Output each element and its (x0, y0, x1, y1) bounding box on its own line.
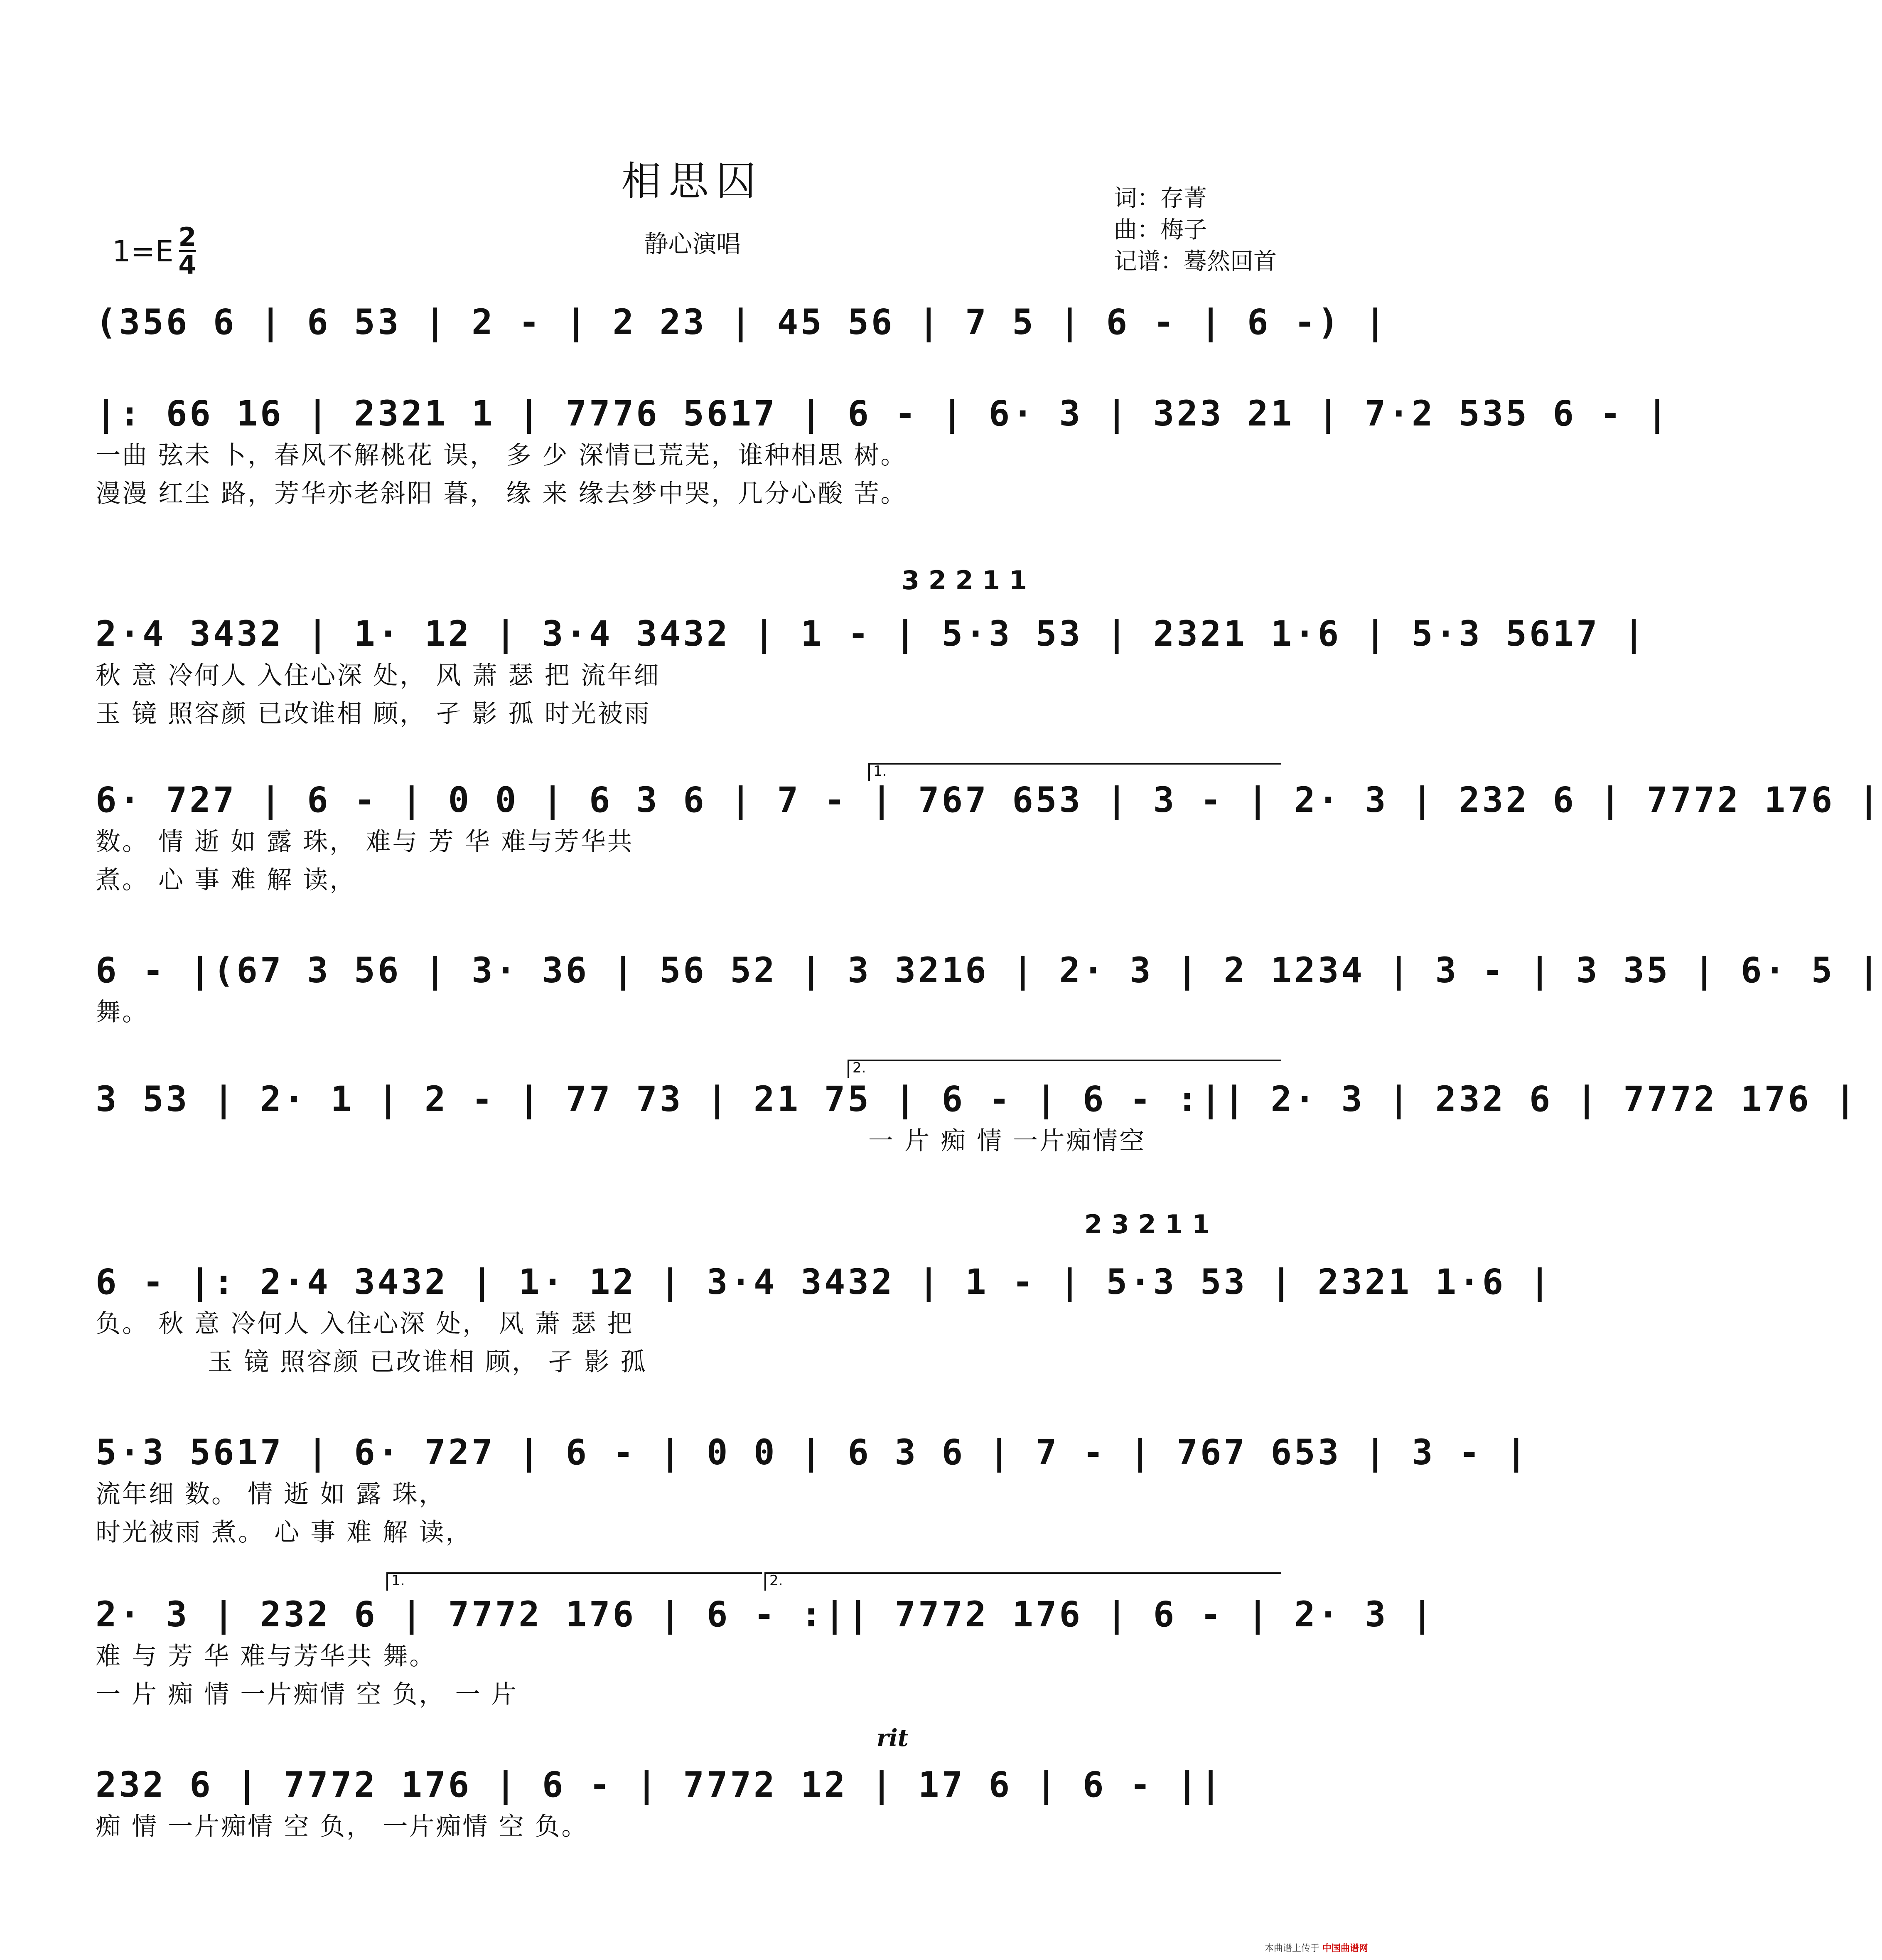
score-system-10 (96, 1762, 1288, 1846)
notation-line: (356 6 | 6 53 | 2 - | 2 23 | 45 56 | 7 5 | 6 - | 6 -) | (96, 302, 1388, 342)
score-system-8 (96, 1429, 1529, 1552)
rit-marking: rit (877, 1724, 909, 1752)
score-system-4 (96, 777, 1882, 899)
time-bottom: 4 (178, 250, 197, 280)
ending-2-bracket-b (764, 1572, 1281, 1591)
notation-line: 6 - |(67 3 56 | 3· 36 | 56 52 | 3 3216 | 2· 3 | 2 1234 | 3 - | 3 35 | 6· 5 | (96, 950, 1882, 991)
ending-2-label: 2. (853, 1060, 866, 1076)
score-system-5 (96, 947, 1882, 1031)
lyric-line-2: 玉 镜 照容颜 已改谁相 顾， 孑 影 孤 时光被雨 (96, 699, 651, 728)
lyric-line-1: 难 与 芳 华 难与芳华共 舞。 (96, 1642, 436, 1671)
score-system-2 (96, 391, 1671, 513)
ending-2-label-b: 2. (769, 1572, 783, 1589)
lyricist: 词：存菁 (1114, 185, 1207, 212)
lyric-line-2: 一 片 痴 情 一片痴情 空 负， 一 片 (96, 1680, 518, 1709)
grace-notes-2: 2 3 2 1 1 (1084, 1209, 1210, 1239)
notation-line: 232 6 | 7772 176 | 6 - | 7772 12 | 17 6 | 6 - || (96, 1764, 1224, 1805)
lyric-line-1: 一曲 弦未 卜，春风不解桃花 误， 多 少 深情已荒芜，谁种相思 树。 (96, 441, 907, 470)
notation-line: 5·3 5617 | 6· 727 | 6 - | 0 0 | 6 3 6 | 7 - | 767 653 | 3 - | (96, 1432, 1529, 1473)
lyric-line-1: 流年细 数。 情 逝 如 露 珠， (96, 1480, 446, 1509)
footer-text: 本曲谱上传于 (1264, 1943, 1319, 1954)
score-system-6 (96, 1076, 1858, 1160)
time-signature (178, 224, 196, 278)
score-system-1 (96, 299, 1388, 345)
lyric-line-1: 秋 意 冷何人 入住心深 处， 风 萧 瑟 把 流年细 (96, 661, 661, 690)
notation-line: 2·4 3432 | 1· 12 | 3·4 3432 | 1 - | 5·3 53 | 2321 1·6 | 5·3 5617 | (96, 613, 1647, 654)
time-top: 2 (178, 222, 197, 252)
lyric-line-1: 数。 情 逝 如 露 珠， 难与 芳 华 难与芳华共 (96, 827, 634, 856)
notation-line: 3 53 | 2· 1 | 2 - | 77 73 | 21 75 | 6 - | 6 - :|| 2· 3 | 232 6 | 7772 176 | (96, 1079, 1858, 1119)
lyric-line-2: 时光被雨 煮。 心 事 难 解 读， (96, 1518, 472, 1547)
lyric-line-2: 漫漫 红尘 路，芳华亦老斜阳 暮， 缘 来 缘去梦中哭，几分心酸 苦。 (96, 479, 907, 508)
key-signature (112, 224, 197, 278)
key-label: 1=E (112, 234, 174, 268)
lyric-line-1: 负。 秋 意 冷何人 入住心深 处， 风 萧 瑟 把 (96, 1309, 634, 1338)
ending-1-label: 1. (873, 763, 887, 780)
credits (1114, 183, 1277, 278)
ending-1-bracket-b (386, 1572, 762, 1591)
lyric-line-2: 玉 镜 照容颜 已改谁相 顾， 孑 影 孤 (208, 1348, 647, 1377)
notation-line: 6 - |: 2·4 3432 | 1· 12 | 3·4 3432 | 1 - | 5·3 53 | 2321 1·6 | (96, 1262, 1553, 1302)
site-logo: 中国曲谱网 (1322, 1943, 1368, 1954)
lyric-line-2: 煮。 心 事 难 解 读， (96, 866, 356, 895)
notation-line: 2· 3 | 232 6 | 7772 176 | 6 - :|| 7772 176 | 6 - | 2· 3 | (96, 1594, 1435, 1635)
score-system-9 (96, 1591, 1435, 1714)
singer-label: 静心演唱 (644, 230, 741, 258)
grace-notes-1: 3 2 2 1 1 (902, 565, 1027, 595)
lyric-line-1: 一 片 痴 情 一片痴情空 (868, 1126, 1146, 1156)
lyric-line-1: 舞。 (96, 998, 149, 1027)
lyric-line-1: 痴 情 一片痴情 空 负， 一片痴情 空 负。 (96, 1812, 588, 1841)
score-system-3 (96, 611, 1647, 733)
score-system-7 (96, 1259, 1553, 1381)
footer-watermark (1265, 1941, 1368, 1954)
transcriber: 记谱：蓦然回首 (1114, 248, 1277, 275)
ending-1-label-b: 1. (391, 1572, 405, 1589)
notation-line: 6· 727 | 6 - | 0 0 | 6 3 6 | 7 - | 767 653 | 3 - | 2· 3 | 232 6 | 7772 176 | (96, 780, 1882, 820)
notation-line: |: 66 16 | 2321 1 | 7776 5617 | 6 - | 6· 3 | 323 21 | 7·2 535 6 - | (96, 393, 1671, 434)
page-title: 相思囚 (621, 158, 764, 204)
ending-2-bracket (848, 1060, 1281, 1078)
composer: 曲：梅子 (1114, 216, 1207, 243)
